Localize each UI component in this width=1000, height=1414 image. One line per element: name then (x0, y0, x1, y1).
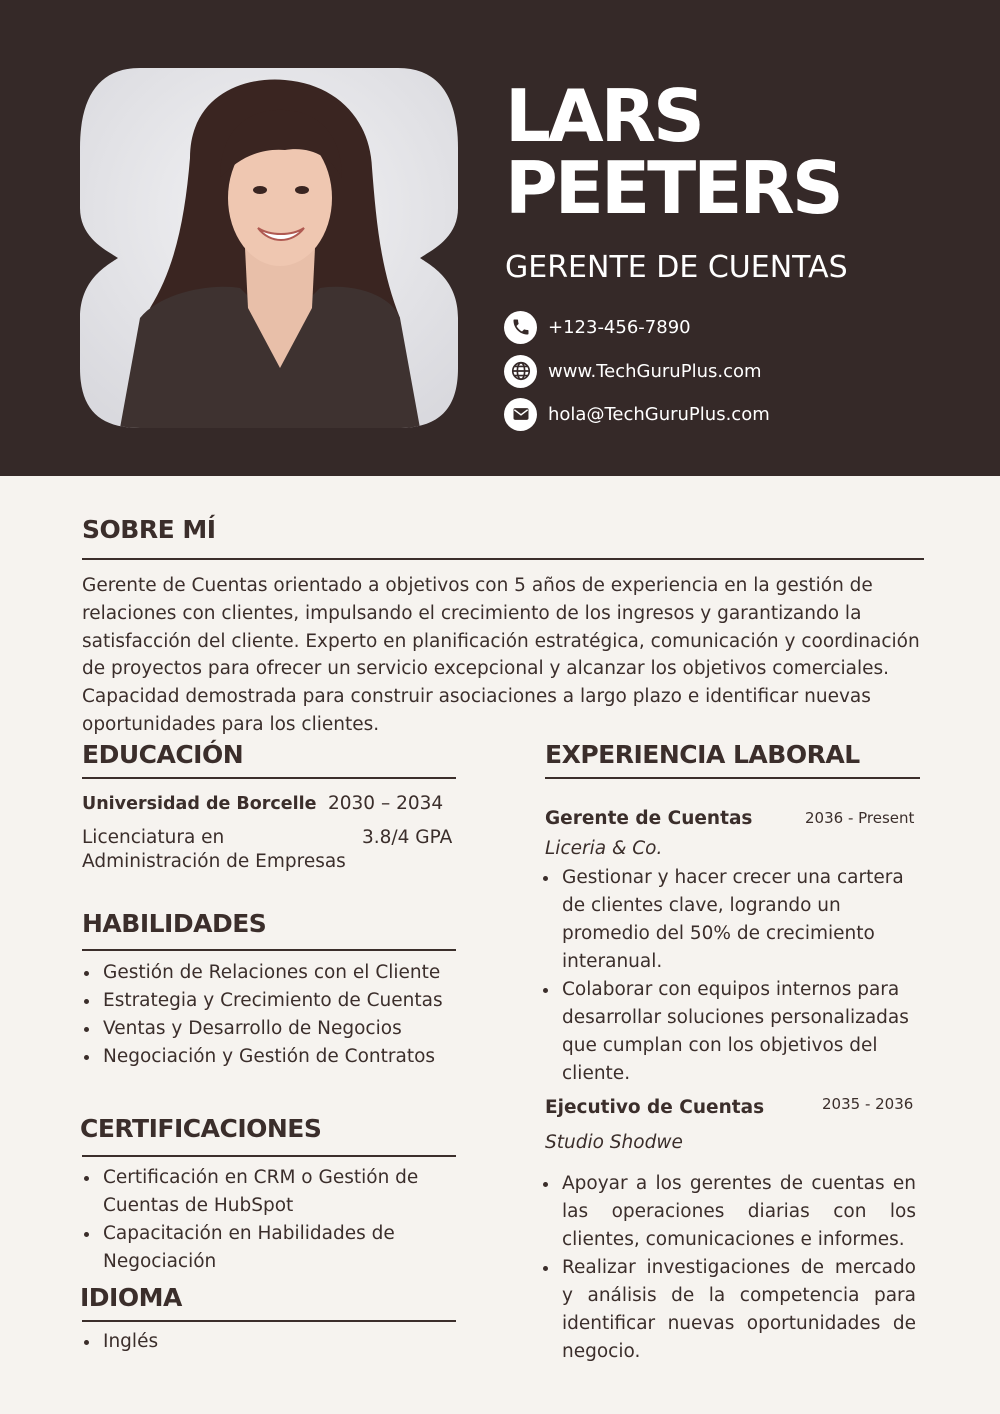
mail-icon (504, 398, 537, 431)
education-divider (82, 777, 456, 779)
phone-icon (504, 311, 537, 344)
contact-phone[interactable] (504, 311, 691, 343)
list-item: Negociación y Gestión de Contratos (82, 1043, 462, 1071)
language-title: IDIOMA (80, 1283, 182, 1312)
list-item: Estrategia y Crecimiento de Cuentas (82, 987, 462, 1015)
name-line-2: PEETERS (505, 146, 841, 230)
header-band (0, 0, 1000, 476)
profile-photo (80, 68, 458, 428)
experience-divider (545, 777, 920, 779)
job-2-bullets (541, 1170, 916, 1366)
job-title: GERENTE DE CUENTAS (505, 250, 848, 285)
name-line-1: LARS (505, 74, 702, 158)
list-item: Colaborar con equipos internos para desarrollar soluciones personalizadas que cumplan con los objetivos del cliente. (541, 976, 921, 1088)
job-1-position: Gerente de Cuentas (545, 808, 753, 829)
job-2-company: Studio Shodwe (545, 1132, 683, 1153)
education-title: EDUCACIÓN (82, 740, 244, 769)
certifications-title: CERTIFICACIONES (80, 1114, 322, 1143)
job-2-dates: 2035 - 2036 (822, 1095, 914, 1113)
skills-title: HABILIDADES (82, 909, 267, 938)
list-item: Apoyar a los gerentes de cuentas en las operaciones diarias con los clientes, comunicaciones e informes. (541, 1170, 916, 1254)
contact-website[interactable] (504, 355, 762, 387)
job-1-dates: 2036 - Present (805, 809, 915, 827)
globe-icon (504, 355, 537, 388)
job-1-bullets (541, 864, 921, 1088)
list-item: Gestión de Relaciones con el Cliente (82, 959, 462, 987)
about-title: SOBRE MÍ (82, 515, 216, 544)
about-divider (82, 558, 924, 560)
list-item: Realizar investigaciones de mercado y análisis de la competencia para identificar nuevas oportunidades de negocio. (541, 1254, 916, 1366)
education-gpa: 3.8/4 GPA (362, 827, 453, 848)
about-text: Gerente de Cuentas orientado a objetivos con 5 años de experiencia en la gestión de relaciones con clientes, impulsando el crecimiento de los ingresos y garantizando la satisfacción del cliente. Experto en planificación estratégica, comunicación y coordinación de proyectos para ofrecer un servicio excepcional y alcanzar los objetivos comerciales. Capacidad demostrada para construir asociaciones a largo plazo e identificar nuevas oportunidades para los clientes. (82, 575, 920, 735)
contact-email[interactable] (504, 398, 770, 430)
website-url: www.TechGuruPlus.com (548, 360, 762, 382)
skills-divider (82, 949, 456, 951)
education-degree: Licenciatura en Administración de Empresas (82, 827, 346, 872)
education-years: 2030 – 2034 (328, 793, 444, 814)
certifications-list (82, 1164, 442, 1276)
list-item: Capacitación en Habilidades de Negociación (82, 1220, 442, 1276)
phone-number: +123-456-7890 (548, 316, 691, 338)
certifications-divider (82, 1155, 456, 1157)
email-address: hola@TechGuruPlus.com (548, 403, 770, 425)
skills-list (82, 959, 462, 1071)
experience-title: EXPERIENCIA LABORAL (545, 740, 860, 769)
language-divider (82, 1320, 456, 1322)
language-list (82, 1328, 442, 1356)
list-item: Certificación en CRM o Gestión de Cuentas de HubSpot (82, 1164, 442, 1220)
job-2-position: Ejecutivo de Cuentas (545, 1097, 765, 1118)
list-item: Inglés (82, 1328, 442, 1356)
candidate-name (505, 74, 985, 230)
education-school: Universidad de Borcelle (82, 794, 317, 814)
list-item: Ventas y Desarrollo de Negocios (82, 1015, 462, 1043)
list-item: Gestionar y hacer crecer una cartera de clientes clave, logrando un promedio del 50% de crecimiento interanual. (541, 864, 921, 976)
job-1-company: Liceria & Co. (545, 838, 663, 859)
